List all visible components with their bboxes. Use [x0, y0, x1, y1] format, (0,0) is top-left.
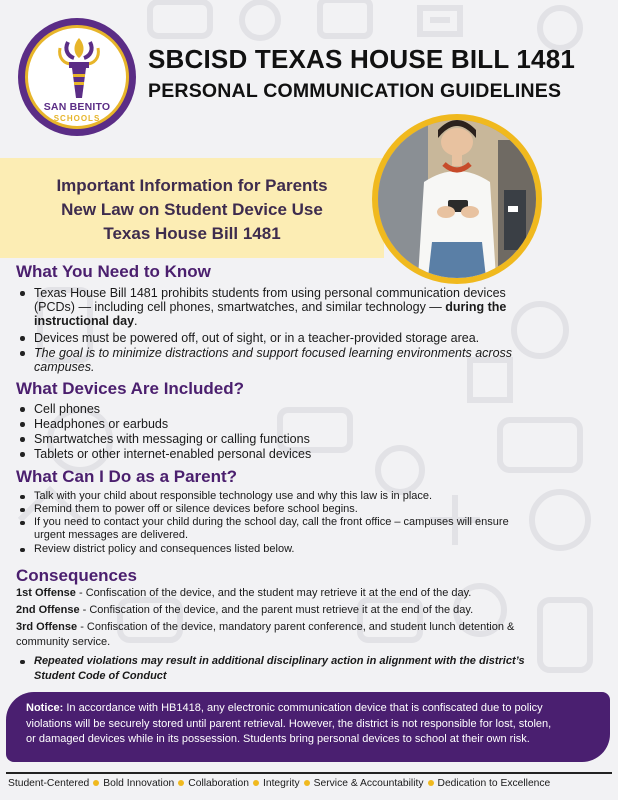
logo-text-san-benito: SAN BENITO	[43, 101, 111, 113]
dot-icon	[253, 780, 259, 786]
parent-b4: Review district policy and consequences listed below.	[34, 543, 295, 555]
bullet-icon	[20, 351, 25, 356]
torch-icon	[52, 36, 106, 102]
notice-text-1: In accordance with HB1418, any electronic communication device that is confiscated due to policy	[63, 702, 543, 714]
notice-label: Notice:	[26, 702, 64, 714]
list-item	[34, 432, 310, 446]
device-item-3: Smartwatches with messaging or calling functions	[34, 432, 310, 446]
list-item	[34, 655, 525, 668]
need-b3-line1: The goal is to minimize distractions and support focused learning environments across	[34, 346, 513, 360]
page-title: SBCISD TEXAS HOUSE BILL 1481	[148, 44, 576, 74]
district-logo	[18, 18, 136, 136]
bullet-icon	[20, 291, 25, 296]
list-item-continued	[34, 360, 94, 374]
need-b1-period: .	[134, 314, 138, 328]
bullet-icon	[20, 452, 25, 457]
list-item	[34, 543, 294, 556]
list-item	[34, 331, 479, 345]
list-item	[34, 417, 168, 431]
parent-b2: Remind them to power off or silence devices before school begins.	[34, 503, 358, 515]
offense-1	[16, 586, 471, 601]
list-item-continued	[34, 300, 506, 314]
bullet-icon	[20, 548, 25, 553]
list-item	[34, 490, 432, 503]
info-banner	[0, 158, 384, 258]
offense-3	[16, 620, 514, 635]
list-item	[34, 286, 506, 300]
student-illustration	[378, 120, 536, 278]
bullet-icon	[20, 407, 25, 412]
need-b1-bold-1: during the	[445, 300, 507, 314]
page-subtitle: PERSONAL COMMUNICATION GUIDELINES	[148, 80, 562, 102]
bullet-icon	[20, 495, 25, 500]
footer-values	[8, 778, 550, 789]
list-item	[34, 402, 100, 416]
repeat-line2: Student Code of Conduct	[34, 670, 167, 682]
dot-icon	[178, 780, 184, 786]
notice-line-3: or damaged devices while in its possession. Students bring personal devices to school at their own risk.	[26, 733, 530, 745]
offense-2	[16, 603, 473, 618]
dot-icon	[428, 780, 434, 786]
need-b3-line2: campuses.	[34, 360, 95, 374]
footer-value: Service & Accountability	[313, 778, 424, 789]
notice-line-2: violations will be securely stored until parent retrieval. However, the district is not responsible for lost, stolen,	[26, 717, 552, 730]
offense-3-text-2: community service.	[16, 636, 111, 648]
notice-box	[6, 692, 610, 762]
banner-line-2: New Law on Student Device Use	[61, 200, 323, 219]
need-b1-bold-2: instructional day	[34, 314, 135, 328]
dot-icon	[93, 780, 99, 786]
list-item	[34, 447, 311, 461]
device-item-2: Headphones or earbuds	[34, 417, 169, 431]
bullet-icon	[20, 521, 25, 526]
list-item	[34, 346, 512, 360]
need-b1-line2: (PCDs) — including cell phones, smartwatches, and similar technology —	[34, 300, 446, 314]
list-item	[34, 503, 358, 516]
list-item-continued	[34, 529, 188, 542]
offense-2-text: - Confiscation of the device, and the parent must retrieve it at the end of the day.	[79, 604, 474, 616]
bullet-icon	[20, 336, 25, 341]
footer-value: Student-Centered	[8, 778, 90, 789]
footer-value: Bold Innovation	[103, 778, 175, 789]
section-heading-devices: What Devices Are Included?	[16, 379, 244, 398]
notice-line-1	[26, 701, 592, 717]
dot-icon	[304, 780, 310, 786]
section-heading-need-to-know: What You Need to Know	[16, 262, 211, 281]
need-b1-line1: Texas House Bill 1481 prohibits students from using personal communication devices	[34, 286, 506, 300]
offense-2-label: 2nd Offense	[16, 604, 80, 616]
student-phone-photo	[372, 114, 542, 284]
list-item	[34, 516, 509, 529]
offense-3-label: 3rd Offense	[16, 621, 78, 633]
device-item-4: Tablets or other internet-enabled personal devices	[34, 447, 312, 461]
offense-1-label: 1st Offense	[16, 587, 76, 599]
footer-divider	[6, 772, 612, 774]
parent-b1: Talk with your child about responsible technology use and why this law is in place.	[34, 490, 433, 502]
banner-line-3: Texas House Bill 1481	[103, 224, 281, 243]
footer-value: Collaboration	[188, 778, 249, 789]
bullet-icon	[20, 437, 25, 442]
need-b2: Devices must be powered off, out of sight, or in a teacher-provided storage area.	[34, 331, 480, 345]
footer-value: Integrity	[262, 778, 300, 789]
section-heading-consequences: Consequences	[16, 566, 137, 585]
repeat-line1: Repeated violations may result in additional disciplinary action in alignment with the district’s	[34, 655, 525, 667]
offense-3-text: - Confiscation of the device, mandatory parent conference, and student lunch detention &	[77, 621, 515, 633]
list-item-continued	[34, 314, 138, 328]
parent-b3-line1: If you need to contact your child during the school day, call the front office – campuses will ensure	[34, 516, 509, 528]
offense-1-text: - Confiscation of the device, and the student may retrieve it at the end of the day.	[75, 587, 472, 599]
bullet-icon	[20, 422, 25, 427]
bullet-icon	[20, 660, 25, 665]
list-item-continued	[34, 670, 167, 683]
footer-value: Dedication to Excellence	[437, 778, 551, 789]
logo-text-schools: SCHOOLS	[53, 114, 101, 123]
device-item-1: Cell phones	[34, 402, 101, 416]
banner-line-1: Important Information for Parents	[56, 176, 328, 195]
parent-b3-line2: urgent messages are delivered.	[34, 529, 189, 541]
section-heading-parent: What Can I Do as a Parent?	[16, 467, 238, 486]
bullet-icon	[20, 508, 25, 513]
offense-3-continued	[16, 635, 110, 650]
